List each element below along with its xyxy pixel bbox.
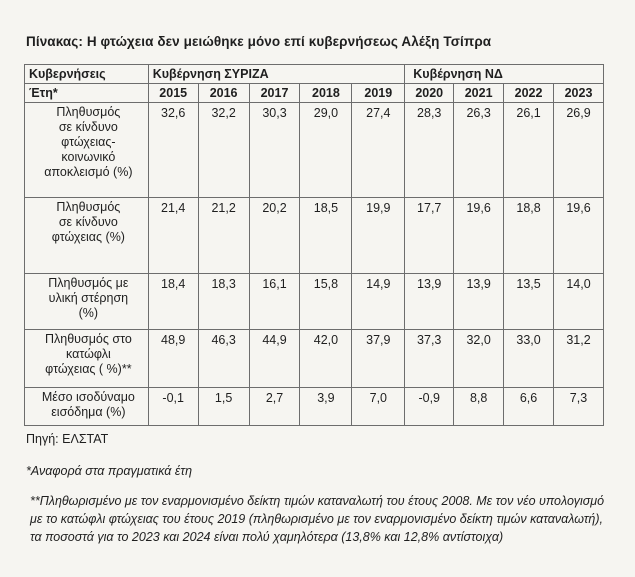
- years-label: Έτη*: [25, 84, 149, 103]
- table-cell: 6,6: [504, 388, 554, 426]
- table-cell: -0,1: [148, 388, 198, 426]
- table-cell: 19,9: [352, 198, 405, 274]
- year-header: 2023: [554, 84, 604, 103]
- table-row: [25, 103, 604, 198]
- table-cell: 3,9: [300, 388, 352, 426]
- table-cell: 2,7: [249, 388, 300, 426]
- table-cell: 7,3: [554, 388, 604, 426]
- table-cell: 20,2: [249, 198, 300, 274]
- table-cell: 32,6: [148, 103, 198, 198]
- row-label: Μέσο ισοδύναμο εισόδημα (%): [25, 388, 149, 426]
- row-label: Πληθυσμός στο κατώφλι φτώχειας ( %)**: [25, 330, 149, 388]
- table-cell: 7,0: [352, 388, 405, 426]
- year-header: 2022: [504, 84, 554, 103]
- table-cell: 14,0: [554, 274, 604, 330]
- table-cell: 18,3: [198, 274, 249, 330]
- years-header-row: [25, 84, 604, 103]
- year-header: 2019: [352, 84, 405, 103]
- table-row: [25, 388, 604, 426]
- year-header: 2017: [249, 84, 300, 103]
- table-cell: 37,9: [352, 330, 405, 388]
- table-cell: 33,0: [504, 330, 554, 388]
- table-cell: 19,6: [554, 198, 604, 274]
- table-cell: 26,3: [454, 103, 504, 198]
- table-cell: 13,9: [454, 274, 504, 330]
- government-header-row: [25, 65, 604, 84]
- table-cell: 27,4: [352, 103, 405, 198]
- table-cell: 44,9: [249, 330, 300, 388]
- table-cell: 42,0: [300, 330, 352, 388]
- year-header: 2016: [198, 84, 249, 103]
- table-cell: 17,7: [405, 198, 454, 274]
- table-cell: 26,1: [504, 103, 554, 198]
- table-row: [25, 198, 604, 274]
- year-header: 2021: [454, 84, 504, 103]
- table-cell: 26,9: [554, 103, 604, 198]
- table-cell: 18,4: [148, 274, 198, 330]
- table-cell: 46,3: [198, 330, 249, 388]
- row-label: Πληθυσμός σε κίνδυνο φτώχειας- κοινωνικό αποκλεισμό (%): [25, 103, 149, 198]
- footnote-inflation: **Πληθωρισμένο με τον εναρμονισμένο δείκτη τιμών καταναλωτή του έτους 2008. Με τον νέο υπολογισμό με το κατώφλι φτώχειας του έτους 2019 (πληθωρισμένο με τον εναρμονισμένο δείκτη τιμών καταναλωτή), τα ποσοστά για το 2023 και 2024 είναι πολύ χαμηλότερα (13,8% και 12,8% αντίστοιχα): [30, 494, 605, 544]
- poverty-table: [24, 64, 604, 426]
- table-cell: 1,5: [198, 388, 249, 426]
- governments-label: Κυβερνήσεις: [25, 65, 149, 84]
- nd-government-header: Κυβέρνηση ΝΔ: [405, 65, 604, 84]
- year-header: 2020: [405, 84, 454, 103]
- table-cell: 32,0: [454, 330, 504, 388]
- table-cell: 31,2: [554, 330, 604, 388]
- table-cell: 28,3: [405, 103, 454, 198]
- table-row: [25, 274, 604, 330]
- table-cell: 32,2: [198, 103, 249, 198]
- source-note: Πηγή: ΕΛΣΤΑΤ: [26, 432, 109, 446]
- table-cell: 18,8: [504, 198, 554, 274]
- table-cell: 18,5: [300, 198, 352, 274]
- table-row: [25, 330, 604, 388]
- table-cell: 15,8: [300, 274, 352, 330]
- table-cell: 14,9: [352, 274, 405, 330]
- syriza-government-header: Κυβέρνηση ΣΥΡΙΖΑ: [148, 65, 405, 84]
- page-title: Πίνακας: Η φτώχεια δεν μειώθηκε μόνο επί κυβερνήσεως Αλέξη Τσίπρα: [26, 34, 492, 49]
- footnote-years: *Αναφορά στα πραγματικά έτη: [26, 464, 193, 478]
- year-header: 2015: [148, 84, 198, 103]
- table-cell: 21,2: [198, 198, 249, 274]
- table-cell: 16,1: [249, 274, 300, 330]
- table-cell: 21,4: [148, 198, 198, 274]
- row-label: Πληθυσμός σε κίνδυνο φτώχειας (%): [25, 198, 149, 274]
- row-label: Πληθυσμός με υλική στέρηση (%): [25, 274, 149, 330]
- table-cell: 19,6: [454, 198, 504, 274]
- year-header: 2018: [300, 84, 352, 103]
- table-cell: 37,3: [405, 330, 454, 388]
- table-cell: 29,0: [300, 103, 352, 198]
- table-cell: 30,3: [249, 103, 300, 198]
- table-cell: 48,9: [148, 330, 198, 388]
- table-cell: -0,9: [405, 388, 454, 426]
- table-cell: 13,5: [504, 274, 554, 330]
- table-cell: 8,8: [454, 388, 504, 426]
- table-cell: 13,9: [405, 274, 454, 330]
